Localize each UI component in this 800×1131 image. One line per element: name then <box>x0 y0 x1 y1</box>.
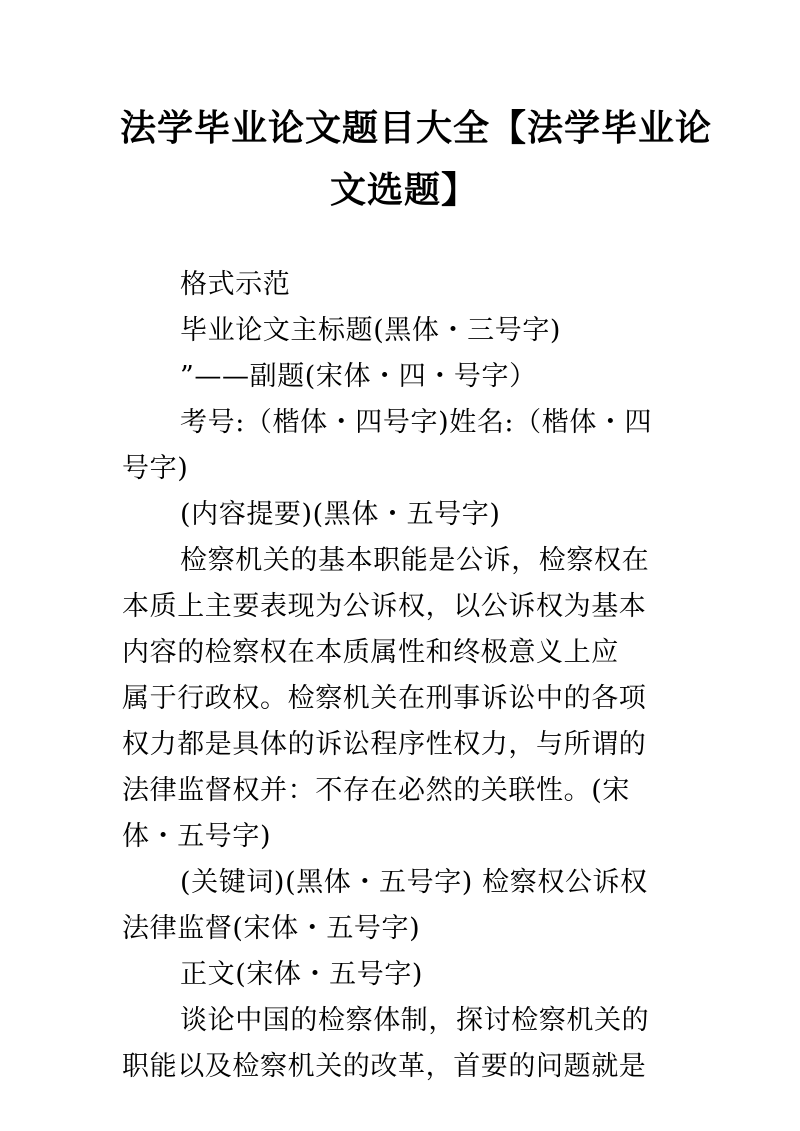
paragraph-line: 法律监督权并：不存在必然的关联性。(宋 <box>122 775 630 806</box>
paragraph-line: 正文(宋体・五号字) <box>180 959 424 990</box>
paragraph <box>122 952 682 998</box>
paragraph <box>122 538 682 860</box>
paragraph-line: 权力都是具体的诉讼程序性权力，与所谓的 <box>122 729 647 760</box>
paragraph <box>122 400 682 492</box>
document-body <box>122 262 682 1090</box>
paragraph-line: 属于行政权。检察机关在刑事诉讼中的各项 <box>122 683 647 714</box>
paragraph <box>122 998 682 1090</box>
paragraph-line: 法律监督(宋体・五号字) <box>122 913 421 944</box>
paragraph-line: 职能以及检察机关的改革，首要的问题就是 <box>122 1051 647 1082</box>
paragraph-line: (关键词)(黑体・五号字) 检察权公诉权 <box>180 867 648 898</box>
paragraph-line: 体・五号字) <box>122 821 272 852</box>
title-line-2: 文选题】 <box>330 170 479 211</box>
paragraph <box>122 354 682 400</box>
paragraph-line: 考号:（楷体・四号字)姓名:（楷体・四 <box>180 407 653 438</box>
paragraph <box>122 308 682 354</box>
paragraph-line: 号字) <box>122 453 189 484</box>
title-line-1: 法学毕业论文题目大全【法学毕业论 <box>120 108 713 149</box>
document-title <box>120 98 713 222</box>
paragraph-line: 本质上主要表现为公诉权，以公诉权为基本 <box>122 591 647 622</box>
paragraph-line: ”——副题(宋体・四・号字） <box>180 361 537 392</box>
paragraph <box>122 860 682 952</box>
paragraph-line: 格式示范 <box>180 269 291 300</box>
paragraph <box>122 492 682 538</box>
paragraph-line: 内容的检察权在本质属性和终极意义上应 <box>122 637 619 668</box>
paragraph-line: (内容提要)(黑体・五号字) <box>180 499 501 530</box>
paragraph-line: 谈论中国的检察体制，探讨检察机关的 <box>180 1005 650 1036</box>
paragraph-line: 检察机关的基本职能是公诉，检察权在 <box>180 545 650 576</box>
paragraph <box>122 262 682 308</box>
paragraph-line: 毕业论文主标题(黑体・三号字) <box>180 315 562 346</box>
